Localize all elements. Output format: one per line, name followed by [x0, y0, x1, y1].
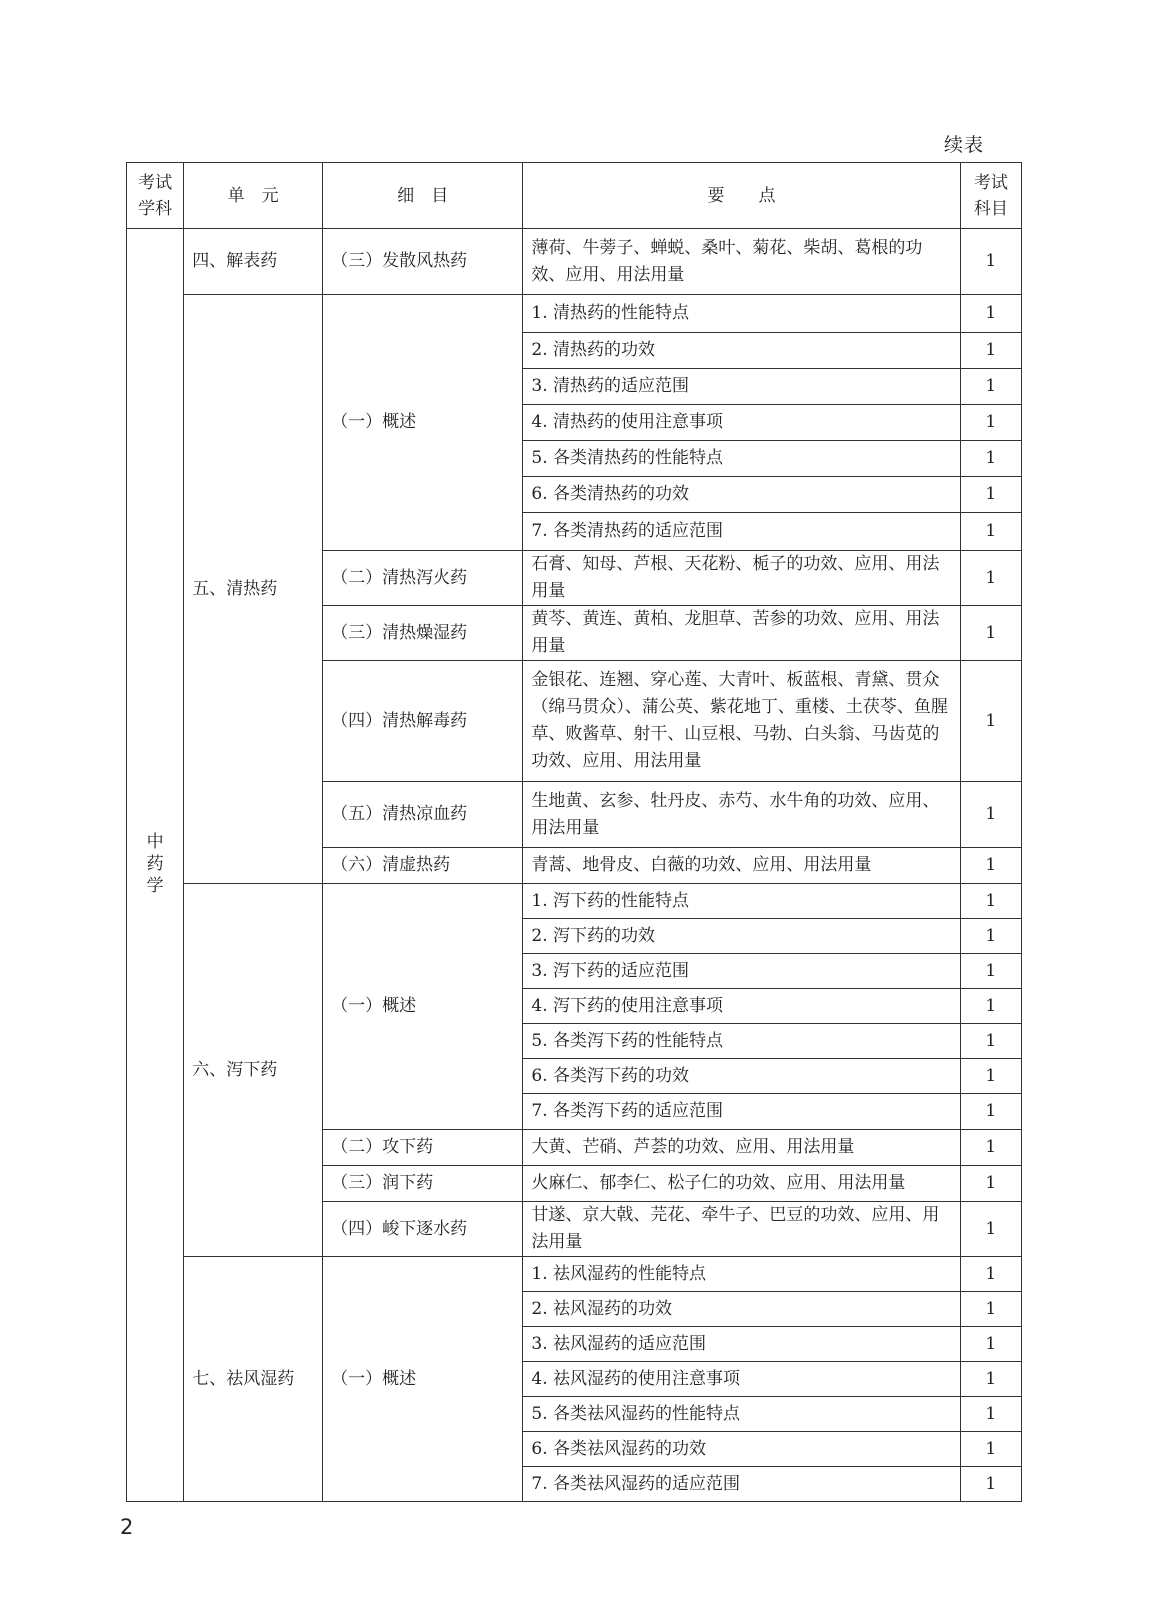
- header-unit: 单 元: [184, 163, 323, 229]
- level-cell: 1: [960, 1432, 1021, 1467]
- header-subject: 考试学科: [127, 163, 184, 229]
- level-cell: 1: [960, 1397, 1021, 1432]
- subject-name: 中药学: [146, 831, 164, 896]
- level-cell: 1: [960, 1059, 1021, 1094]
- level-cell: 1: [960, 295, 1021, 333]
- detail-cell: （二）清热泻火药: [323, 551, 523, 606]
- level-cell: 1: [960, 1024, 1021, 1059]
- point-cell: 5. 各类泻下药的性能特点: [523, 1024, 960, 1059]
- level-cell: 1: [960, 919, 1021, 954]
- point-cell: 4. 祛风湿药的使用注意事项: [523, 1362, 960, 1397]
- detail-cell: （二）攻下药: [323, 1130, 523, 1166]
- point-cell: 火麻仁、郁李仁、松子仁的功效、应用、用法用量: [523, 1166, 960, 1202]
- level-cell: 1: [960, 1327, 1021, 1362]
- point-cell: 5. 各类祛风湿药的性能特点: [523, 1397, 960, 1432]
- point-cell: 7. 各类清热药的适应范围: [523, 513, 960, 551]
- subject-cell: [127, 229, 184, 1502]
- unit-cell: 四、解表药: [184, 229, 323, 295]
- unit-cell: 五、清热药: [184, 295, 323, 884]
- point-cell: 黄芩、黄连、黄柏、龙胆草、苦参的功效、应用、用法用量: [523, 606, 960, 661]
- detail-cell: （一）概述: [323, 1257, 523, 1502]
- point-cell: 3. 祛风湿药的适应范围: [523, 1327, 960, 1362]
- level-cell: 1: [960, 884, 1021, 919]
- point-cell: 薄荷、牛蒡子、蝉蜕、桑叶、菊花、柴胡、葛根的功效、应用、用法用量: [523, 229, 960, 295]
- detail-cell: （一）概述: [323, 295, 523, 551]
- level-cell: 1: [960, 551, 1021, 606]
- table-row: [127, 229, 1022, 295]
- unit-cell: 六、泻下药: [184, 884, 323, 1257]
- detail-cell: （三）润下药: [323, 1166, 523, 1202]
- level-cell: 1: [960, 606, 1021, 661]
- level-cell: 1: [960, 848, 1021, 884]
- point-cell: 2. 清热药的功效: [523, 333, 960, 369]
- point-cell: 4. 清热药的使用注意事项: [523, 405, 960, 441]
- page-number: 2: [120, 1515, 134, 1539]
- detail-cell: （六）清虚热药: [323, 848, 523, 884]
- detail-cell: （一）概述: [323, 884, 523, 1130]
- detail-cell: （四）清热解毒药: [323, 661, 523, 782]
- point-cell: 7. 各类祛风湿药的适应范围: [523, 1467, 960, 1502]
- detail-cell: （三）清热燥湿药: [323, 606, 523, 661]
- point-cell: 金银花、连翘、穿心莲、大青叶、板蓝根、青黛、贯众（绵马贯众）、蒲公英、紫花地丁、重楼、土茯苓、鱼腥草、败酱草、射干、山豆根、马勃、白头翁、马齿苋的功效、应用、用法用量: [523, 661, 960, 782]
- level-cell: 1: [960, 441, 1021, 477]
- syllabus-table: [126, 162, 1022, 1502]
- point-cell: 大黄、芒硝、芦荟的功效、应用、用法用量: [523, 1130, 960, 1166]
- level-cell: 1: [960, 1467, 1021, 1502]
- header-level: 考试科目: [960, 163, 1021, 229]
- continued-label: 续表: [944, 134, 985, 156]
- level-cell: 1: [960, 1202, 1021, 1257]
- point-cell: 甘遂、京大戟、芫花、牵牛子、巴豆的功效、应用、用法用量: [523, 1202, 960, 1257]
- level-cell: 1: [960, 333, 1021, 369]
- header-detail: 细 目: [323, 163, 523, 229]
- level-cell: 1: [960, 954, 1021, 989]
- level-cell: 1: [960, 1166, 1021, 1202]
- table-row: [127, 295, 1022, 333]
- detail-cell: （三）发散风热药: [323, 229, 523, 295]
- detail-cell: （四）峻下逐水药: [323, 1202, 523, 1257]
- level-cell: 1: [960, 369, 1021, 405]
- level-cell: 1: [960, 1292, 1021, 1327]
- level-cell: 1: [960, 1362, 1021, 1397]
- point-cell: 1. 泻下药的性能特点: [523, 884, 960, 919]
- point-cell: 4. 泻下药的使用注意事项: [523, 989, 960, 1024]
- level-cell: 1: [960, 1094, 1021, 1130]
- point-cell: 7. 各类泻下药的适应范围: [523, 1094, 960, 1130]
- point-cell: 3. 泻下药的适应范围: [523, 954, 960, 989]
- table-row: [127, 1257, 1022, 1292]
- point-cell: 5. 各类清热药的性能特点: [523, 441, 960, 477]
- point-cell: 3. 清热药的适应范围: [523, 369, 960, 405]
- header-point: 要 点: [523, 163, 960, 229]
- point-cell: 2. 泻下药的功效: [523, 919, 960, 954]
- unit-cell: 七、祛风湿药: [184, 1257, 323, 1502]
- point-cell: 石膏、知母、芦根、天花粉、栀子的功效、应用、用法用量: [523, 551, 960, 606]
- level-cell: 1: [960, 1257, 1021, 1292]
- level-cell: 1: [960, 989, 1021, 1024]
- point-cell: 6. 各类清热药的功效: [523, 477, 960, 513]
- level-cell: 1: [960, 477, 1021, 513]
- point-cell: 6. 各类泻下药的功效: [523, 1059, 960, 1094]
- point-cell: 1. 祛风湿药的性能特点: [523, 1257, 960, 1292]
- detail-cell: （五）清热凉血药: [323, 782, 523, 848]
- point-cell: 2. 祛风湿药的功效: [523, 1292, 960, 1327]
- level-cell: 1: [960, 782, 1021, 848]
- point-cell: 6. 各类祛风湿药的功效: [523, 1432, 960, 1467]
- point-cell: 1. 清热药的性能特点: [523, 295, 960, 333]
- point-cell: 青蒿、地骨皮、白薇的功效、应用、用法用量: [523, 848, 960, 884]
- level-cell: 1: [960, 229, 1021, 295]
- level-cell: 1: [960, 1130, 1021, 1166]
- table-header-row: [127, 163, 1022, 229]
- level-cell: 1: [960, 513, 1021, 551]
- point-cell: 生地黄、玄参、牡丹皮、赤芍、水牛角的功效、应用、用法用量: [523, 782, 960, 848]
- level-cell: 1: [960, 661, 1021, 782]
- table-row: [127, 884, 1022, 919]
- level-cell: 1: [960, 405, 1021, 441]
